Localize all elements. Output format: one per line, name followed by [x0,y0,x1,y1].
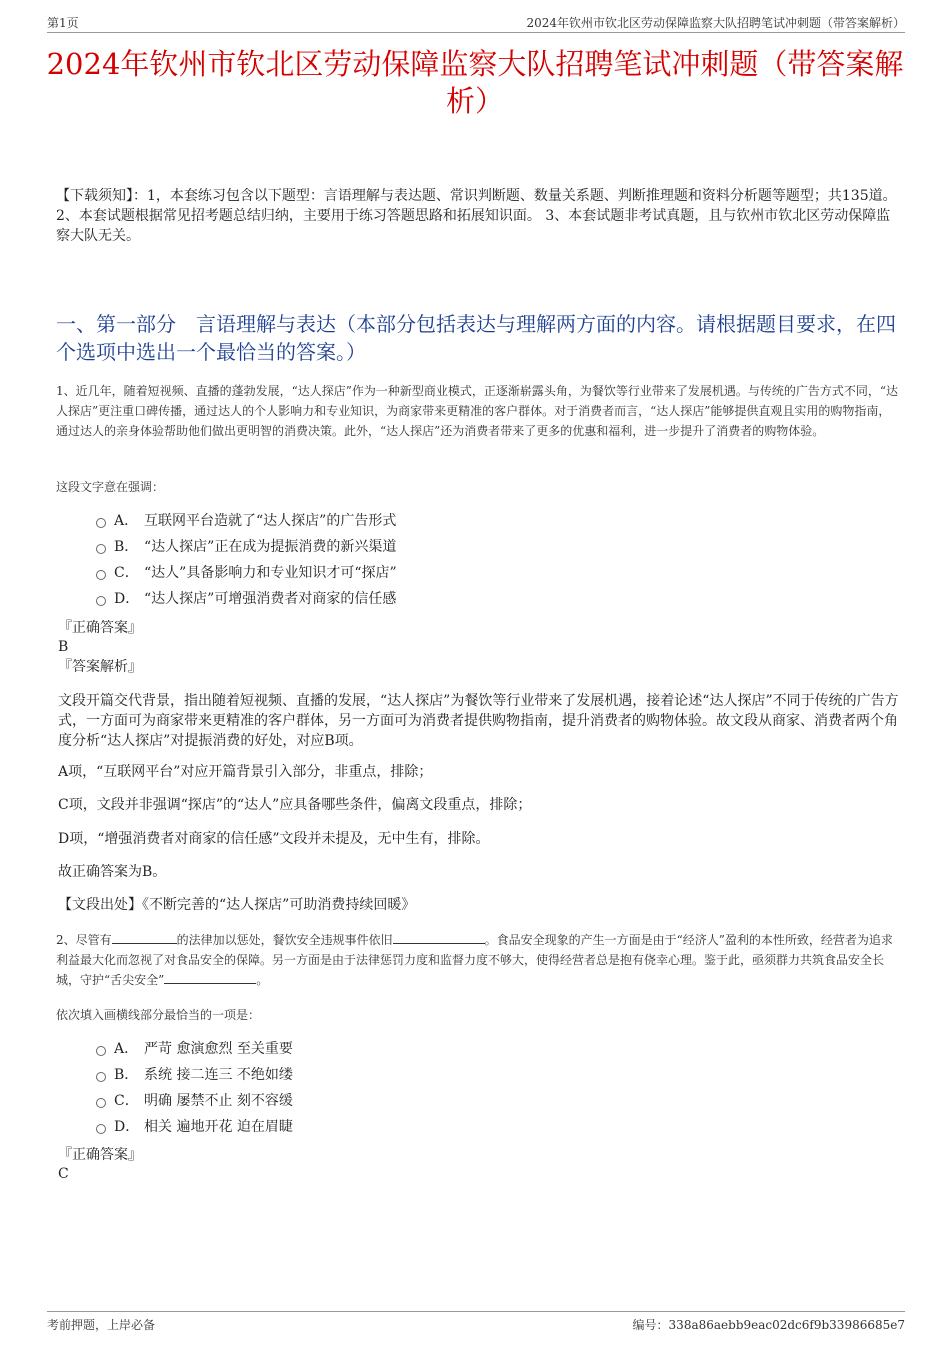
answer-value: B [58,639,69,655]
page-footer [47,1311,905,1336]
footer-slogan: 考前押题，上岸必备 [47,1318,156,1332]
answer-label: 『正确答案』 [58,620,142,636]
option-b[interactable]: B． “达人探店”正在成为提振消费的新兴渠道 [96,534,397,560]
option-text: 相关 遍地开花 迫在眉睫 [144,1119,293,1135]
radio-icon[interactable] [96,570,106,580]
radio-icon[interactable] [96,1124,106,1134]
option-text: 系统 接二连三 不绝如缕 [144,1067,293,1083]
page-header [47,12,905,33]
page-number: 第1页 [47,16,79,30]
option-c[interactable]: C． 明确 屡禁不止 刻不容缓 [96,1088,293,1114]
radio-icon[interactable] [96,1072,106,1082]
radio-icon[interactable] [96,596,106,606]
download-notice: 【下载须知】：1，本套练习包含以下题型：言语理解与表达题、常识判断题、数量关系题、判断推理题和资料分析题等题型；共135道。 2、本套试题根据常见招考题总结归纳，主要用于练习答题思路和拓展知识面。 3、本套试题非考试真题，且与钦州市钦北区劳动保障监察大队无关。 [56,188,897,244]
analysis-paragraph: 故正确答案为B。 [58,864,167,880]
question-1-prompt: 这段文字意在强调： [56,480,165,494]
option-text: 互联网平台造就了“达人探店”的广告形式 [144,513,397,529]
option-b[interactable]: B． 系统 接二连三 不绝如缕 [96,1062,293,1088]
blank-line [164,971,256,984]
analysis-paragraph: D项，“增强消费者对商家的信任感”文段并未提及，无中生有，排除。 [58,831,490,847]
radio-icon[interactable] [96,1046,106,1056]
question-1-text: 1、近几年，随着短视频、直播的蓬勃发展，“达人探店”作为一种新型商业模式，正逐渐崭露头角，为餐饮等行业带来了发展机遇。与传统的广告方式不同，“达人探店”更注重口碑传播，通过达人的个人影响力和专业知识，为商家带来更精准的客户群体。对于消费者而言，“达人探店”能够提供直观且实用的购物指南，通过达人的亲身体验帮助他们做出更明智的消费决策。此外，“达人探店”还为消费者带来了更多的优惠和福利，进一步提升了消费者的购物体验。 [56,384,899,438]
question-2-options [96,1036,293,1140]
option-d[interactable]: D． “达人探店”可增强消费者对商家的信任感 [96,586,397,612]
analysis-paragraph: A项，“互联网平台”对应开篇背景引入部分，非重点，排除； [58,764,433,780]
answer-label: 『正确答案』 [58,1147,142,1163]
blank-line [393,931,485,944]
analysis-label: 『答案解析』 [58,659,142,675]
radio-icon[interactable] [96,544,106,554]
source-note: 【文段出处】《不断完善的“达人探店”可助消费持续回暖》 [58,897,416,913]
question-1-options [96,508,397,612]
document-title: 2024年钦州市钦北区劳动保障监察大队招聘笔试冲刺题（带答案解析） [46,47,904,118]
radio-icon[interactable] [96,518,106,528]
option-a[interactable]: A． 严苛 愈演愈烈 至关重要 [96,1036,293,1062]
radio-icon[interactable] [96,1098,106,1108]
option-text: “达人探店”可增强消费者对商家的信任感 [144,591,397,607]
analysis-paragraph: 文段开篇交代背景，指出随着短视频、直播的发展，“达人探店”为餐饮等行业带来了发展机遇，接着论述“达人探店”不同于传统的广告方式，一方面可为商家带来更精准的客户群体，另一方面可为消费者提供购物指南，提升消费者的购物体验。故文段从商家、消费者两个角度分析“达人探店”对提振消费的好处，对应B项。 [58,693,899,749]
header-doc-title: 2024年钦州市钦北区劳动保障监察大队招聘笔试冲刺题（带答案解析） [526,16,905,30]
footer-serial: 编号：338a86aebb9eac02dc6f9b33986685e7 [632,1318,905,1332]
option-text: “达人探店”正在成为提振消费的新兴渠道 [144,539,397,555]
blank-line [112,931,177,944]
question-2-prompt: 依次填入画横线部分最恰当的一项是： [56,1008,261,1022]
option-text: 明确 屡禁不止 刻不容缓 [144,1093,293,1109]
analysis-paragraph: C项，文段并非强调“探店”的“达人”应具备哪些条件，偏离文段重点，排除； [58,797,532,813]
answer-value: C [58,1166,69,1182]
option-a[interactable]: A． 互联网平台造就了“达人探店”的广告形式 [96,508,397,534]
option-text: “达人”具备影响力和专业知识才可“探店” [144,565,397,581]
option-c[interactable]: C． “达人”具备影响力和专业知识才可“探店” [96,560,397,586]
option-text: 严苛 愈演愈烈 至关重要 [144,1041,293,1057]
option-d[interactable]: D． 相关 遍地开花 迫在眉睫 [96,1114,293,1140]
question-2-text: 2、尽管有 的法律加以惩处，餐饮安全违规事件依旧 。食品安全现象的产生一方面是由于“经济人”盈利的本性所致，经营者为追求利益最大化而忽视了对食品安全的保障。另一方面是由于法律惩罚力度和监督力度不够大，使得经营者总是抱有侥幸心理。鉴于此，亟须群力共筑食品安全长城，守护“舌尖安全” 。 [56,933,893,987]
section-heading: 一、第一部分 言语理解与表达（本部分包括表达与理解两方面的内容。请根据题目要求，在四个选项中选出一个最恰当的答案。） [56,312,896,364]
